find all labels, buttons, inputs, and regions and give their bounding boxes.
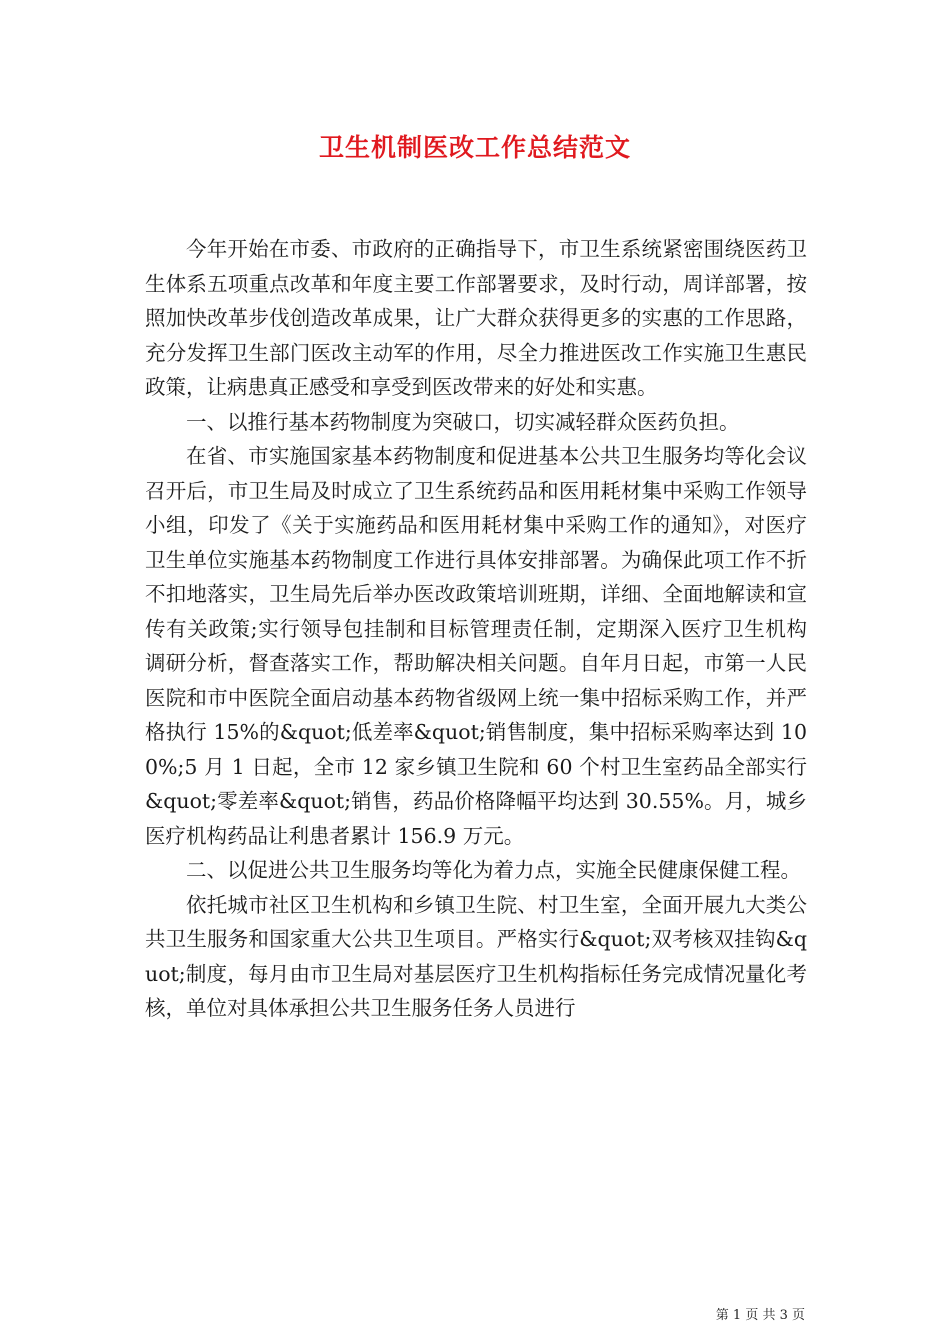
page-number-footer: 第 1 页 共 3 页 (715, 1308, 805, 1323)
intro-paragraph: 今年开始在市委、市政府的正确指导下，市卫生系统紧密围绕医药卫生体系五项重点改革和年度主要工作部署要求，及时行动，周详部署，按照加快改革步伐创造改革成果，让广大群众获得更多的实惠的工作思路，充分发挥卫生部门医改主动军的作用，尽全力推进医改工作实施卫生惠民政策，让病患真正感受和享受到医改带来的好处和实惠。 (145, 237, 807, 399)
document-body (145, 232, 807, 1026)
section-2-paragraph: 依托城市社区卫生机构和乡镇卫生院、村卫生室，全面开展九大类公共卫生服务和国家重大公共卫生项目。严格实行&quot;双考核双挂钩&quot;制度，每月由市卫生局对基层医疗卫生机构指标任务完成情况量化考核，单位对具体承担公共卫生服务任务人员进行 (145, 892, 807, 1020)
section-1-paragraph: 在省、市实施国家基本药物制度和促进基本公共卫生服务均等化会议召开后，市卫生局及时成立了卫生系统药品和医用耗材集中采购工作领导小组，印发了《关于实施药品和医用耗材集中采购工作的通知》，对医疗卫生单位实施基本药物制度工作进行具体安排部署。为确保此项工作不折不扣地落实，卫生局先后举办医改政策培训班期，详细、全面地解读和宣传有关政策;实行领导包挂制和目标管理责任制，定期深入医疗卫生机构调研分析，督查落实工作，帮助解决相关问题。自年月日起，市第一人民医院和市中医院全面启动基本药物省级网上统一集中招标采购工作，并严格执行 15%的&quot;低差率&quot;销售制度，集中招标采购率达到 100%;5 月 1 日起，全市 12 家乡镇卫生院和 60 个村卫生室药品全部实行&quot;零差率&quot;销售，药品价格降幅平均达到 30.55%。月，城乡医疗机构药品让利患者累计 156.9 万元。 (145, 444, 807, 848)
document-title: 卫生机制医改工作总结范文 (318, 133, 631, 162)
section-heading-1: 一、以推行基本药物制度为突破口，切实减轻群众医药负担。 (186, 409, 740, 434)
section-heading-2: 二、以促进公共卫生服务均等化为着力点，实施全民健康保健工程。 (186, 858, 801, 882)
